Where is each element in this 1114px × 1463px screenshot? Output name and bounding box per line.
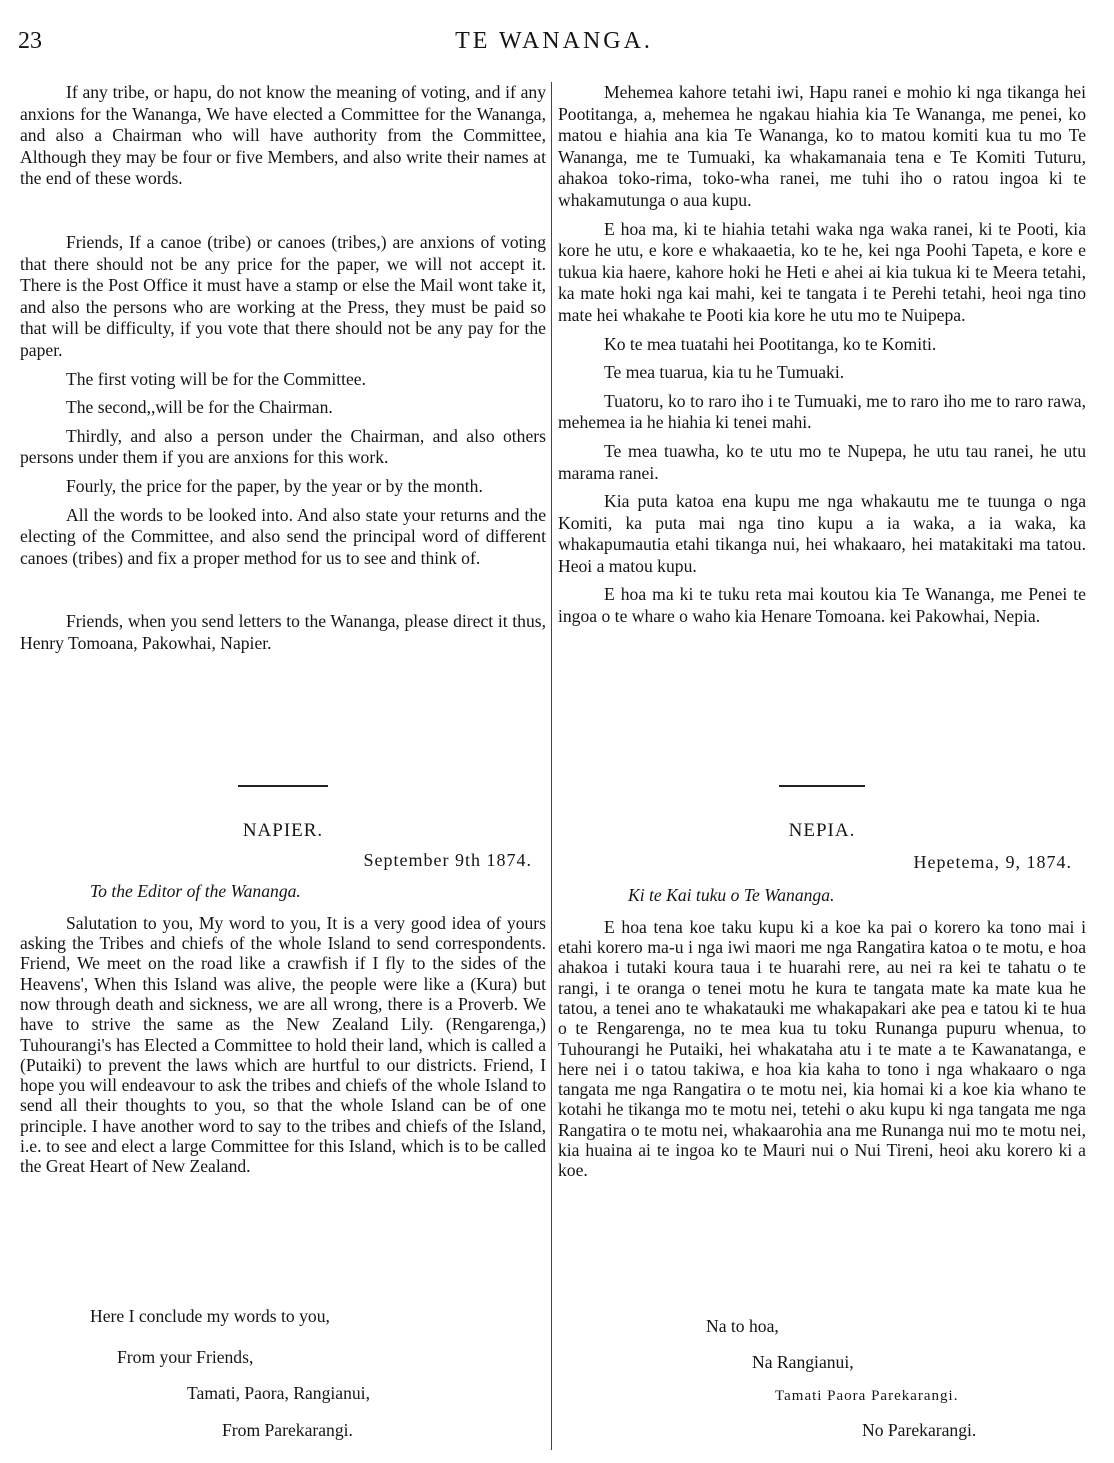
page-header	[18, 28, 1090, 64]
maori-letter	[558, 820, 1086, 1181]
maori-column	[558, 82, 1086, 628]
paragraph: E hoa ma, ki te hiahia tetahi waka nga waka ranei, ki te Pooti, kia kore he utu, e kore e whakaaetia, ko te he, kei nga Poohi Tapeta, e kore e tukua kia haere, kahore hoki he Heti e ahei ai kia tukua ki te Meera tetahi, ka mate hoki nga kai mahi, kei te tangata i te Perehi tetahi, heoi nga tino mate hei whakahe te Pooti kia kore he utu mo te Nuipepa.	[558, 218, 1086, 325]
section-rule	[238, 785, 328, 787]
letter-addressee: To the Editor of the Wananga.	[90, 881, 301, 902]
letter-date: Hepetema, 9, 1874.	[913, 851, 1072, 872]
paragraph: The first voting will be for the Committee.	[66, 368, 367, 389]
letter-body: E hoa tena koe taku kupu ki a koe ka pai o korero ka tono mai i etahi korero ma-u i nga iwi maori me nga Rangatira katoa o te motu, e hoa ahakoa i tutaki koura taua i te huarahi rere, au nei ra kei te tahatu o te rangi, i te oranga o tenei motu he kura te tangata mate ka mate kua he tatou, a tenei ano te whakatauki me whakapakari ake pea e tatou ki te hua o te Rengarenga, no te mea kua tu toku Runanga pupuru whenua, to Tuhourangi he Putaiki, hei whakataha atu i te mate a te Kawanatanga, e here nei i o tatou takiwa, e hoa kia kaha to tono i nga whakaaro o nga tangata me nga Rangatira o te motu nei, kia homai ki a koe kia whano te kotahi he tikanga mo te motu nei, tetehi o aku kupu ki nga tangata me nga Rangatira o te motu nei, whakaarohia ana me Runanga nui mo te motu nei, kia huaina ai te ingoa ko te Mauri nui o Nui Tireni, heoi aku korero ki a koe.	[558, 916, 1086, 1181]
paragraph: Mehemea kahore tetahi iwi, Hapu ranei e mohio ki nga tikanga hei Pootitanga, a, mehemea he ngakau hiahia kia Te Wananga, me penei, ko matou e hiahia ana kia Te Wananga, ko to matou komiti kua tu mo Te Wananga, me te Tumuaki, ka whakamanaia tena e Te Komiti Tuturu, ahakoa toko-rima, toko-wha ranei, me tuhi iho o ratou ingoa ki te whakamutunga o aua kupu.	[558, 82, 1086, 210]
closing-line: Here I conclude my words to you,	[90, 1306, 330, 1326]
closing-line: Na to hoa,	[706, 1316, 779, 1336]
signatories: Tamati Paora Parekarangi.	[775, 1388, 959, 1404]
signatories: Tamati, Paora, Rangianui,	[187, 1383, 370, 1403]
paragraph: Friends, If a canoe (tribe) or canoes (tribes,) are anxions of voting that there should not be any price for the paper, we will not accept it. There is the Post Office it must have a stamp or else the Mail wont take it, and also the persons who are working at the Press, they must be paid so that will be difficulty, if you vote that there should not be any pay for the paper.	[20, 231, 546, 360]
english-column	[20, 82, 546, 654]
page-title: TE WANANGA.	[455, 28, 653, 54]
section-rule	[779, 785, 865, 787]
letter-place: NEPIA.	[788, 820, 856, 841]
paragraph: If any tribe, or hapu, do not know the meaning of voting, and if any anxions for the Wananga, We have elected a Committee for the Wananga, and also a Chairman who will have authority from the Committee, Although they may be four or five Members, and also write their names at the end of these words.	[20, 82, 546, 189]
paragraph: Thirdly, and also a person under the Chairman, and also others persons under them if you are anxions for this work.	[20, 425, 546, 468]
paragraph: The second,,will be for the Chairman.	[66, 397, 333, 418]
from-friends: From your Friends,	[117, 1347, 254, 1367]
paragraph: Fourly, the price for the paper, by the year or by the month.	[66, 475, 483, 496]
paragraph: All the words to be looked into. And also state your returns and the electing of the Committee, and also send the principal word of different canoes (tribes) and fix a proper method for us to see and think of.	[20, 504, 546, 568]
paragraph: Tuatoru, ko to raro iho i te Tumuaki, me to raro iho me to raro rawa, mehemea ia he hiahia ki tenei mahi.	[558, 390, 1086, 433]
paragraph: Te mea tuarua, kia tu he Tumuaki.	[604, 362, 845, 383]
english-letter	[20, 820, 546, 1177]
paragraph: Te mea tuawha, ko te utu mo te Nupepa, he utu tau ranei, he utu marama ranei.	[558, 440, 1086, 483]
from-place: No Parekarangi.	[862, 1420, 977, 1440]
paragraph: Ko te mea tuatahi hei Pootitanga, ko te Komiti.	[604, 333, 937, 354]
paragraph: Kia puta katoa ena kupu me nga whakautu me te tuunga o nga Komiti, ka puta mai nga tino kupu a ia waka, a ia waka, ka whakapumautia etahi tikanga nui, hei whakaaro, hei matakitaki ma tatou. Heoi a matou kupu.	[558, 491, 1086, 576]
paragraph: Friends, when you send letters to the Wananga, please direct it thus, Henry Tomoana, Pakowhai, Napier.	[20, 611, 546, 653]
letter-addressee: Ki te Kai tuku o Te Wananga.	[628, 885, 835, 906]
column-divider	[551, 82, 552, 1450]
letter-body: Salutation to you, My word to you, It is a very good idea of yours asking the Tribes and chiefs of the whole Island to send correspondents. Friend, We meet on the road like a crawfish if I fly to the sides of the Heavens', When this Island was alive, the people were like a (Kura) but now through death and sickness, we are all wrong, there is a Proverb. We have to strive the same as the New Zealand Lily. (Rengarenga,) Tuhourangi's has Elected a Committee to hold their land, which is called a (Putaiki) to prevent the laws which are hurtful to our districts. Friend, I hope you will endeavour to ask the tribes and chiefs of the whole Island to send all their thoughts to you, so that the whole Island can be of one principle. I have another word to say to the tribes and chiefs of the Island, i.e. to see and elect a large Committee for this Island, which is to be called the Great Heart of New Zealand.	[20, 912, 546, 1177]
letter-place: NAPIER.	[242, 820, 324, 841]
from-place: From Parekarangi.	[222, 1420, 353, 1440]
page-number: 23	[18, 28, 42, 54]
signer: Na Rangianui,	[752, 1352, 854, 1372]
letter-date: September 9th 1874.	[363, 849, 532, 870]
paragraph: E hoa ma ki te tuku reta mai koutou kia Te Wananga, me Penei te ingoa o te whare o waho kia Henare Tomoana. kei Pakowhai, Nepia.	[558, 584, 1086, 627]
